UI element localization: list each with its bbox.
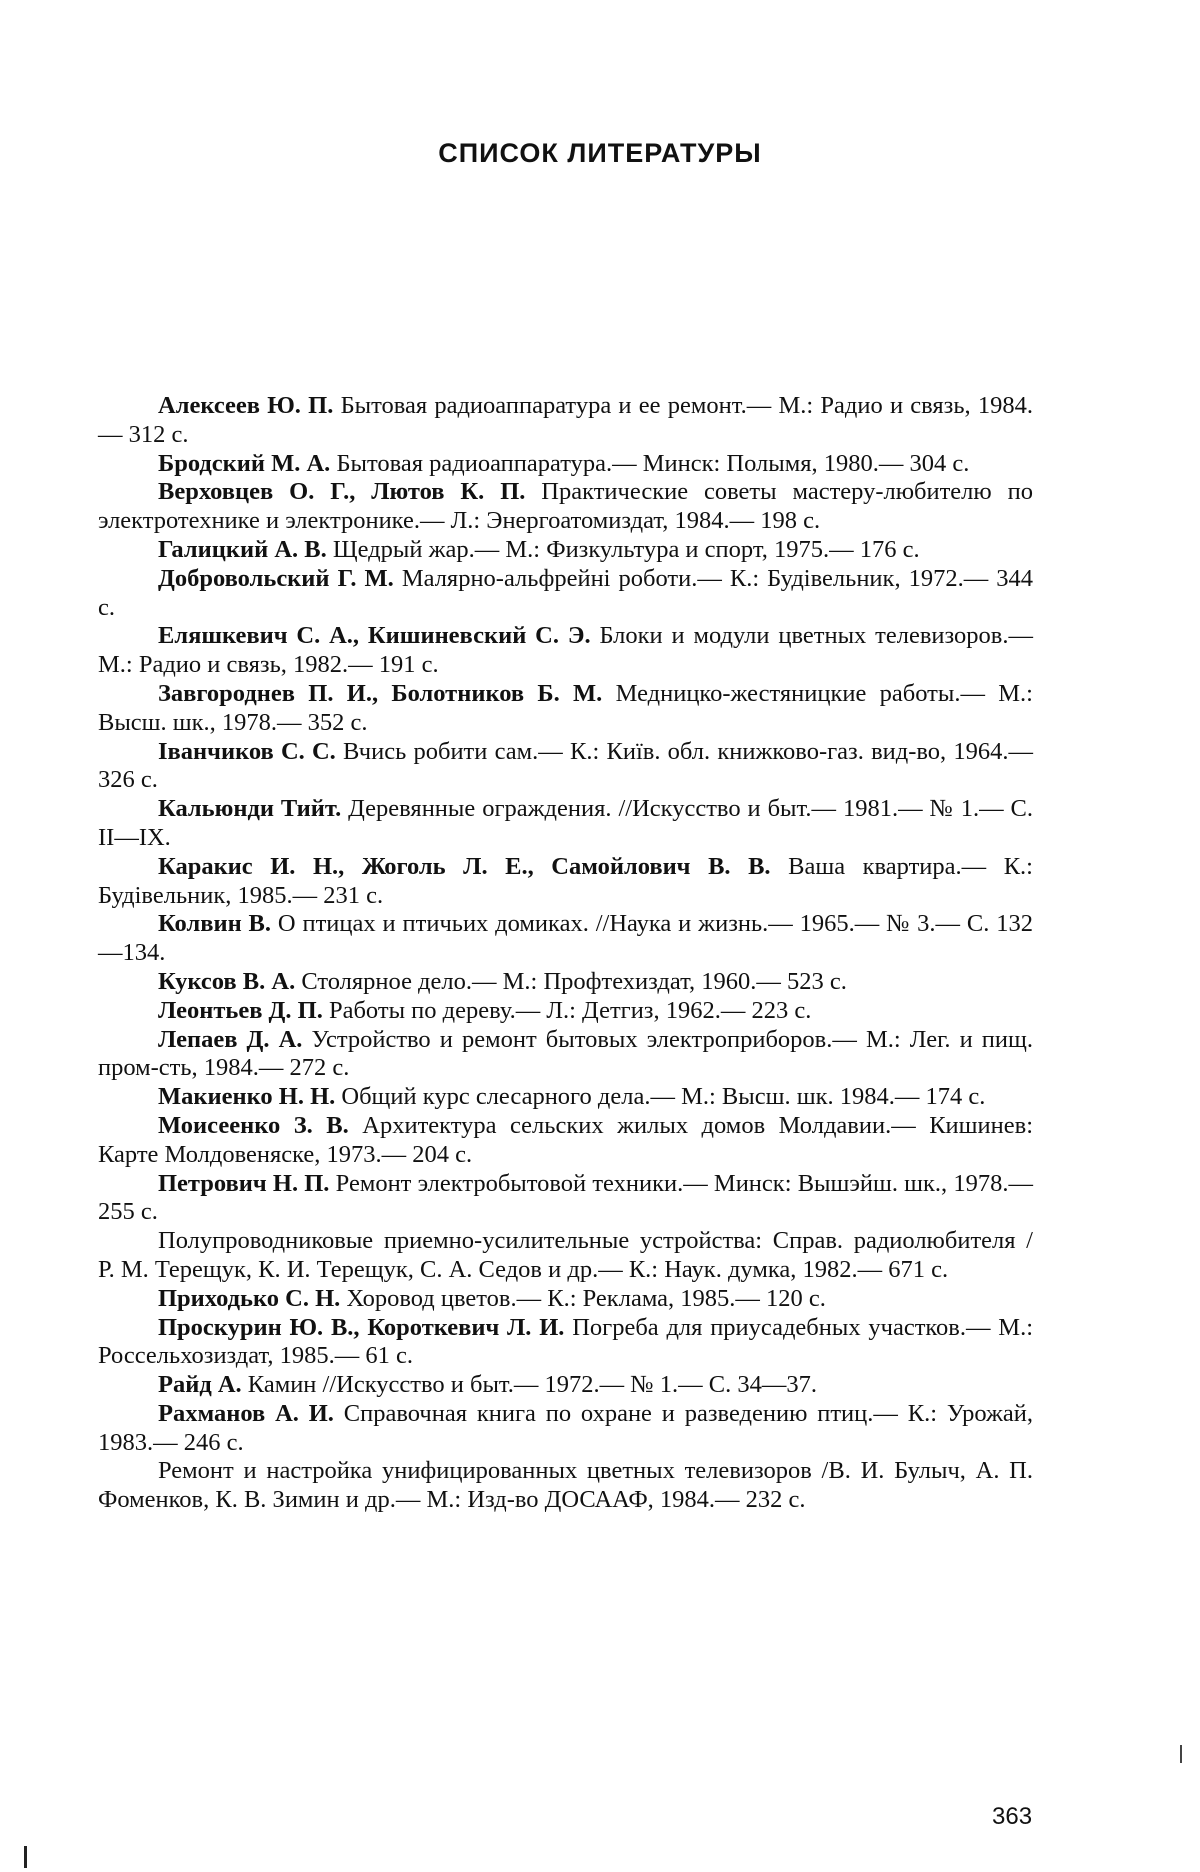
bibliography-list	[98, 392, 1033, 1515]
entry-text: Ремонт и настройка унифицированных цветных телевизоров /В. И. Булыч, А. П. Фоменков, К. В. Зимин и др.— М.: Изд-во ДОСААФ, 1984.— 232 с.	[98, 1457, 1033, 1514]
entry-author: Іванчиков С. С.	[158, 737, 336, 765]
bibliography-entry	[98, 1400, 1033, 1458]
bibliography-entry	[98, 1170, 1033, 1228]
entry-author: Моисеенко З. В.	[158, 1111, 349, 1139]
page-title: СПИСОК ЛИТЕРАТУРЫ	[438, 138, 762, 168]
entry-author: Алексеев Ю. П.	[158, 392, 334, 419]
entry-text: Деревянные ограждения. //Искусство и быт.— 1981.— № 1.— С. II—IX.	[98, 795, 1034, 851]
bibliography-entry	[98, 392, 1033, 450]
bibliography-entry	[98, 1083, 1033, 1112]
entry-text: Вчись робити сам.— К.: Київ. обл. книжково-газ. вид-во, 1964.— 326 с.	[98, 737, 1033, 794]
bibliography-entry	[98, 853, 1033, 911]
entry-author: Рахманов А. И.	[158, 1399, 334, 1427]
entry-text: Общий курс слесарного дела.— М.: Высш. шк. 1984.— 174 с.	[341, 1083, 986, 1111]
bibliography-entry	[98, 1314, 1033, 1372]
entry-author: Бродский М. А.	[158, 449, 331, 477]
entry-text: О птицах и птичьих домиках. //Наука и жизнь.— 1965.— № 3.— С. 132—134.	[98, 910, 1034, 967]
entry-text: Бытовая радиоаппаратура.— Минск: Полымя, 1980.— 304 с.	[336, 449, 970, 477]
entry-text: Полупроводниковые приемно-усилительные устройства: Справ. радиолюбителя / Р. М. Терещук, К. И. Терещук, С. А. Седов и др.— К.: Наук. думка, 1982.— 671 с.	[98, 1227, 1033, 1283]
entry-text: Ремонт электробытовой техники.— Минск: Вышэйш. шк., 1978.— 255 с.	[98, 1169, 1033, 1226]
bibliography-entry	[98, 1227, 1033, 1285]
entry-author: Лепаев Д. А.	[158, 1025, 303, 1053]
bibliography-entry	[98, 795, 1033, 853]
entry-text: Работы по дереву.— Л.: Детгиз, 1962.— 223 с.	[328, 996, 812, 1024]
entry-text: Малярно-альфрейні роботи.— К.: Будівельник, 1972.— 344 с.	[98, 564, 1034, 621]
bibliography-entry	[98, 680, 1033, 738]
entry-author: Куксов В. А.	[158, 967, 296, 995]
entry-text: Справочная книга по охране и разведению птиц.— К.: Урожай, 1983.— 246 с.	[98, 1399, 1033, 1456]
entry-text: Камин //Искусство и быт.— 1972.— № 1.— С. 34—37.	[247, 1371, 818, 1399]
bibliography-entry	[98, 478, 1033, 536]
entry-text: Столярное дело.— М.: Профтехиздат, 1960.— 523 с.	[301, 967, 847, 995]
bibliography-entry	[98, 1112, 1033, 1170]
entry-author: Проскурин Ю. В., Короткевич Л. И.	[158, 1313, 565, 1341]
entry-text: Практические советы мастеру-любителю по электротехнике и электронике.— Л.: Энергоатомиздат, 1984.— 198 с.	[98, 478, 1033, 535]
entry-text: Медницко-жестяницкие работы.— М.: Высш. шк., 1978.— 352 с.	[98, 679, 1033, 736]
margin-mark	[24, 1846, 27, 1868]
bibliography-entry	[98, 622, 1033, 680]
entry-text: Щедрый жар.— М.: Физкультура и спорт, 1975.— 176 с.	[332, 535, 920, 563]
bibliography-entry	[98, 1457, 1033, 1515]
bibliography-entry	[98, 1371, 1033, 1400]
entry-author: Каракис И. Н., Жоголь Л. Е., Самойлович В. В.	[158, 852, 771, 880]
entry-text: Устройство и ремонт бытовых электроприборов.— М.: Лег. и пищ. пром-сть, 1984.— 272 с.	[98, 1025, 1034, 1082]
entry-text: Бытовая радиоаппаратура и ее ремонт.— М.: Радио и связь, 1984.— 312 с.	[98, 392, 1033, 448]
entry-author: Завгороднев П. И., Болотников Б. М.	[158, 679, 603, 707]
entry-text: Погреба для приусадебных участков.— М.: Россельхозиздат, 1985.— 61 с.	[98, 1313, 1033, 1370]
entry-text: Хоровод цветов.— К.: Реклама, 1985.— 120 с.	[346, 1284, 826, 1312]
margin-mark	[1180, 1745, 1182, 1763]
bibliography-entry	[98, 997, 1033, 1026]
entry-author: Приходько С. Н.	[158, 1284, 341, 1312]
entry-author: Галицкий А. В.	[158, 535, 327, 563]
entry-author: Кальюнди Тийт.	[158, 795, 342, 823]
entry-author: Колвин В.	[158, 910, 272, 938]
entry-author: Леонтьев Д. П.	[158, 996, 323, 1024]
bibliography-entry	[98, 450, 1033, 479]
entry-author: Верховцев О. Г., Лютов К. П.	[158, 478, 526, 506]
entry-author: Райд А.	[158, 1371, 242, 1399]
entry-author: Макиенко Н. Н.	[158, 1083, 336, 1111]
bibliography-entry	[98, 536, 1033, 565]
bibliography-entry	[98, 1285, 1033, 1314]
entry-author: Петрович Н. П.	[158, 1169, 330, 1197]
bibliography-entry	[98, 738, 1033, 796]
entry-text: Ваша квартира.— К.: Будівельник, 1985.— 231 с.	[98, 852, 1033, 909]
bibliography-entry	[98, 1026, 1033, 1084]
entry-text: Архитектура сельских жилых домов Молдавии.— Кишинев: Карте Молдовеняске, 1973.— 204 с.	[98, 1111, 1034, 1168]
entry-text: Блоки и модули цветных телевизоров.— М.: Радио и связь, 1982.— 191 с.	[98, 622, 1033, 679]
bibliography-entry	[98, 565, 1033, 623]
bibliography-entry	[98, 910, 1033, 968]
page-number: 363	[992, 1803, 1033, 1830]
entry-author: Еляшкевич С. А., Кишиневский С. Э.	[158, 622, 591, 650]
entry-author: Добровольский Г. М.	[158, 564, 394, 592]
bibliography-entry	[98, 968, 1033, 997]
